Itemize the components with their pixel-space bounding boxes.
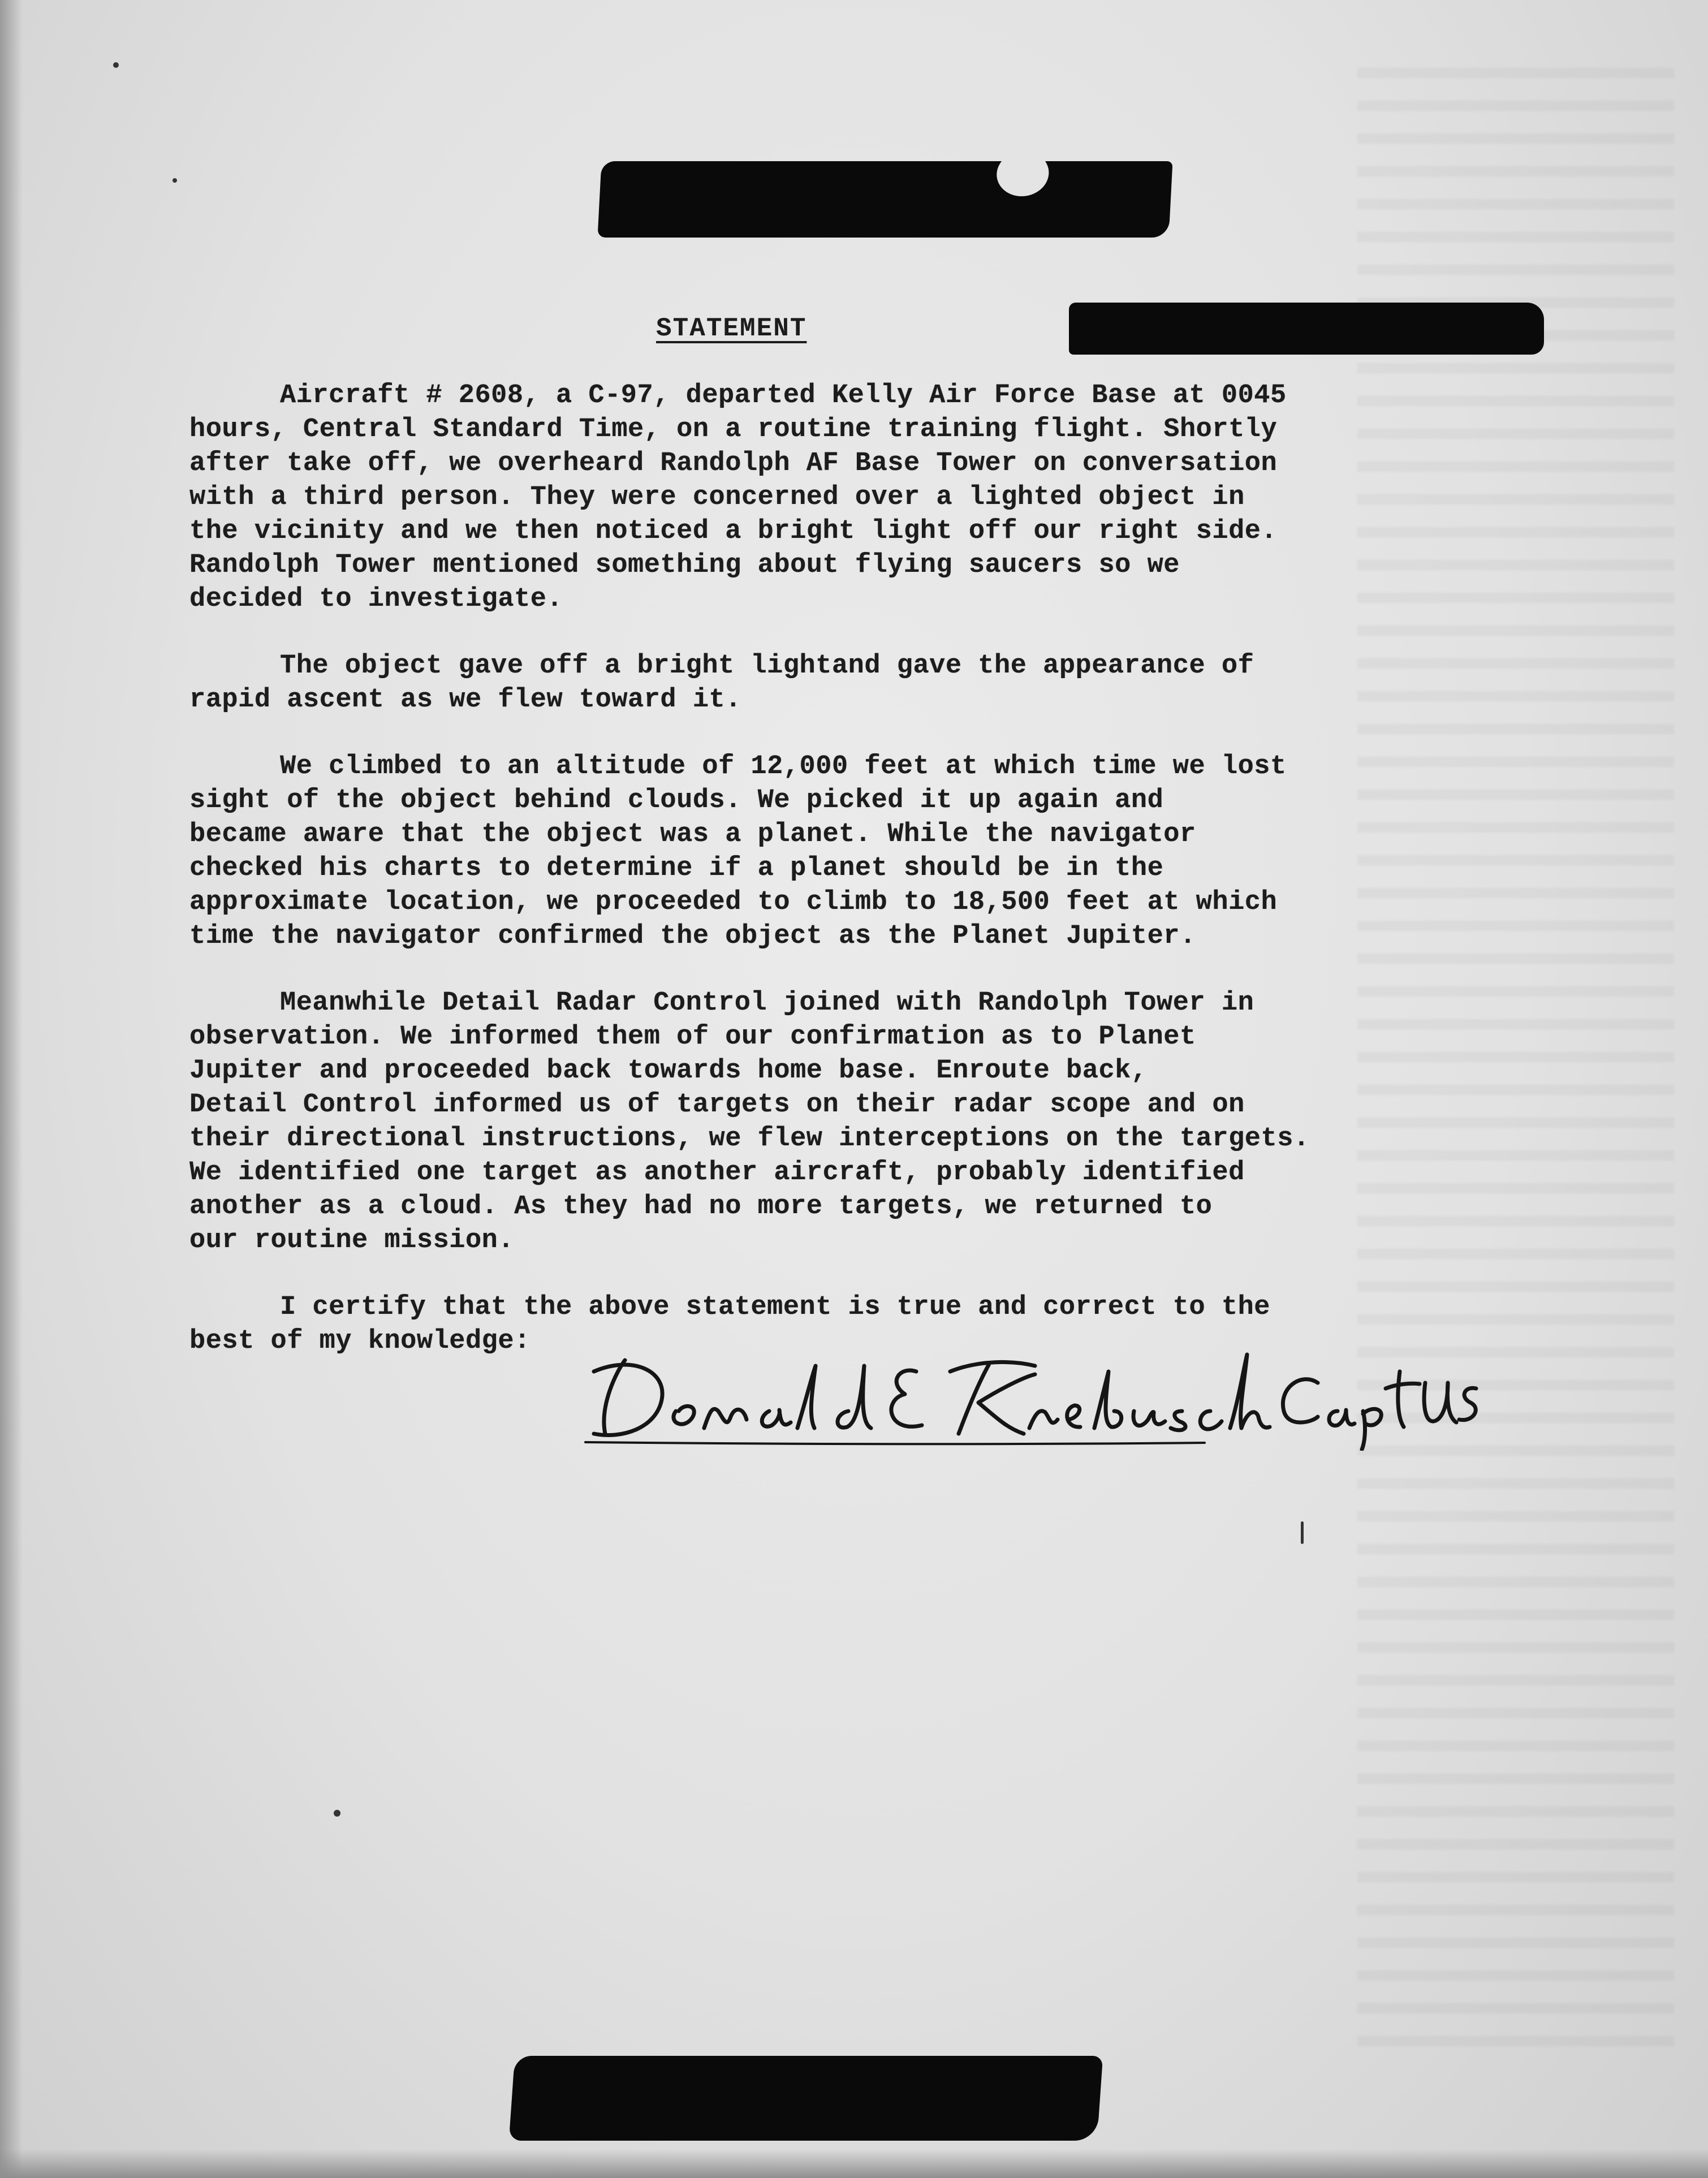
scan-edge-left: [0, 0, 23, 2178]
paragraph-4: Meanwhile Detail Radar Control joined with Randolph Tower in observation. We informed them of our confirmation as to Planet Jupiter and proceeded back towards home base. Enroute back, Detail Control informed us of targets on their radar scope and on their directional instructions, we flew interceptions on the targets. We identified one target as another aircraft, probably identified another as a cloud. As they had no more targets, we returned to our routine mission.: [189, 988, 1310, 1256]
paragraph-1: Aircraft # 2608, a C-97, departed Kelly Air Force Base at 0045 hours, Central Standard Time, on a routine training flight. Shortly after take off, we overheard Randolph AF Base Tower on conversation with a third person. They were concerned over a lighted object in the vicinity and we then noticed a bright light off our right side. Randolph Tower mentioned something about flying saucers so we decided to investigate.: [189, 381, 1287, 614]
redaction-bar-top: [597, 161, 1172, 238]
redaction-bar-bottom: [509, 2056, 1103, 2141]
paragraph-2: The object gave off a bright lightand gave the appearance of rapid ascent as we flew toward it.: [189, 651, 1254, 715]
paragraph-5: I certify that the above statement is true and correct to the best of my knowledge:: [189, 1292, 1270, 1356]
signature-mark: [583, 1349, 1493, 1451]
scan-speck: [334, 1810, 340, 1817]
scan-speck: [172, 178, 177, 183]
bleed-through-text: [1357, 68, 1674, 2047]
punch-hole: [995, 151, 1050, 196]
redaction-bar-right: [1069, 303, 1544, 355]
scan-edge-bottom: [0, 2149, 1708, 2178]
scan-speck: [113, 62, 119, 68]
scan-speck: [1301, 1521, 1304, 1544]
statement-title: STATEMENT: [656, 314, 807, 343]
paragraph-3: We climbed to an altitude of 12,000 feet at which time we lost sight of the object behind clouds. We picked it up again and became aware that the object was a planet. While the navigator checked his charts to determine if a planet should be in the approximate location, we proceeded to climb to 18,500 feet at which time the navigator confirmed the object as the Planet Jupiter.: [189, 752, 1287, 951]
statement-body: [189, 379, 1377, 1391]
signature: [583, 1349, 1493, 1451]
